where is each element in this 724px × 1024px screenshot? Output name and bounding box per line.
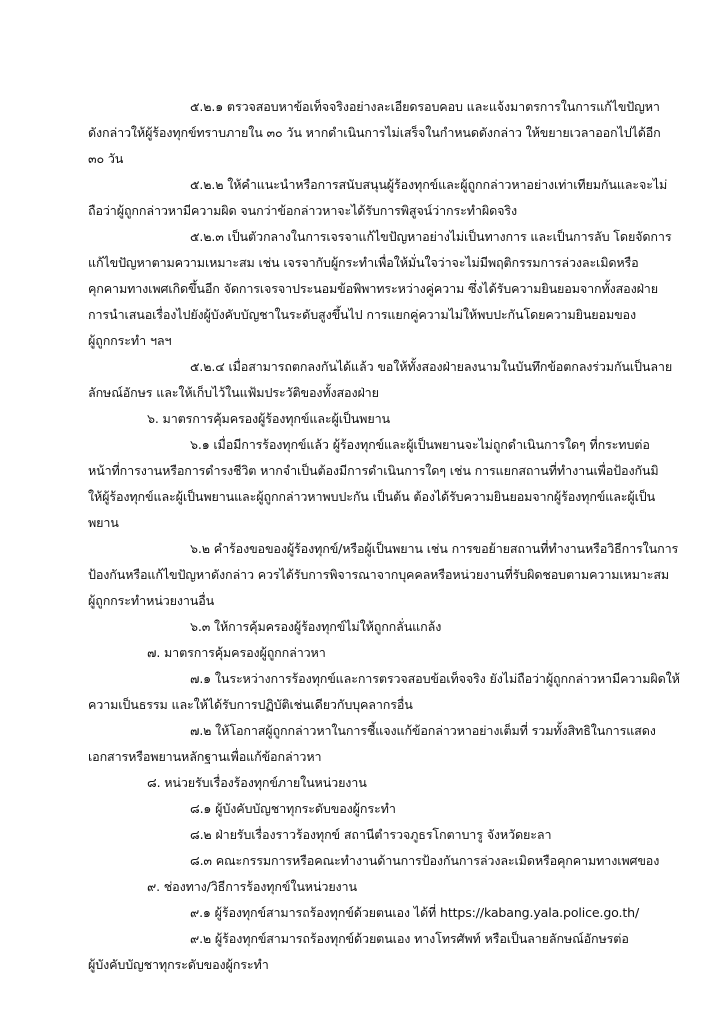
section-8-heading: ๘. หน่วยรับเรื่องร้องทุกข์ภายในหน่วยงาน xyxy=(147,775,367,790)
paragraph-7-2-line-1: ๗.๒ ให้โอกาสผู้ถูกกล่าวหาในการชี้แจงแก้ข้อกล่าวหาอย่างเต็มที่ รวมทั้งสิทธิในการแสดง xyxy=(190,723,656,738)
paragraph-5-2-3-line-3: คุกคามทางเพศเกิดขึ้นอีก จัดการเจรจาประนอมข้อพิพาทระหว่างคู่ความ ซึ่งได้รับความยินยอมจากทั้งสองฝ่าย xyxy=(88,281,658,296)
paragraph-6-3: ๖.๓ ให้การคุ้มครองผู้ร้องทุกข์ไม่ให้ถูกกลั่นแกล้ง xyxy=(190,619,442,634)
paragraph-7-1-line-2: ความเป็นธรรม และให้ได้รับการปฏิบัติเช่นเดียวกับบุคลากรอื่น xyxy=(88,697,413,712)
paragraph-8-2: ๘.๒ ฝ่ายรับเรื่องราวร้องทุกข์ สถานีตำรวจภูธรโกตาบารู จังหวัดยะลา xyxy=(190,827,552,842)
paragraph-5-2-3-line-4: การนำเสนอเรื่องไปยังผู้บังคับบัญชาในระดับสูงขึ้นไป การแยกคู่ความไม่ให้พบปะกันโดยความยินยอมของ xyxy=(88,307,636,322)
paragraph-5-2-1-line-2: ดังกล่าวให้ผู้ร้องทุกข์ทราบภายใน ๓๐ วัน หากดำเนินการไม่เสร็จในกำหนดดังกล่าว ให้ขยายเวลาออกไปได้อีก xyxy=(88,125,661,140)
section-7-heading: ๗. มาตรการคุ้มครองผู้ถูกกล่าวหา xyxy=(147,645,326,660)
paragraph-5-2-4-line-1: ๕.๒.๔ เมื่อสามารถตกลงกันได้แล้ว ขอให้ทั้งสองฝ่ายลงนามในบันทึกข้อตกลงร่วมกันเป็นลาย xyxy=(190,359,673,374)
paragraph-6-2-line-3: ผู้ถูกกระทำหน่วยงานอื่น xyxy=(88,593,215,608)
paragraph-5-2-3-line-5: ผู้ถูกกระทำ ฯลฯ xyxy=(88,333,172,348)
paragraph-7-1-line-1: ๗.๑ ในระหว่างการร้องทุกข์และการตรวจสอบข้อเท็จจริง ยังไม่ถือว่าผู้ถูกกล่าวหามีความผิดให้ xyxy=(190,671,680,686)
paragraph-6-2-line-2: ป้องกันหรือแก้ไขปัญหาดังกล่าว ควรได้รับการพิจารณาจากบุคคลหรือหน่วยงานที่รับผิดชอบตามความเหมาะสม xyxy=(88,567,670,582)
paragraph-6-1-line-1: ๖.๑ เมื่อมีการร้องทุกข์แล้ว ผู้ร้องทุกข์และผู้เป็นพยานจะไม่ถูกดำเนินการใดๆ ที่กระทบต่อ xyxy=(190,437,650,452)
paragraph-6-1-line-2: หน้าที่การงานหรือการดำรงชีวิต หากจำเป็นต้องมีการดำเนินการใดๆ เช่น การแยกสถานที่ทำงานเพื่อป้องกันมิ xyxy=(88,463,659,478)
paragraph-8-3: ๘.๓ คณะกรรมการหรือคณะทำงานด้านการป้องกันการล่วงละเมิดหรือคุกคามทางเพศของ xyxy=(190,853,660,868)
paragraph-7-2-line-2: เอกสารหรือพยานหลักฐานเพื่อแก้ข้อกล่าวหา xyxy=(88,749,322,764)
paragraph-8-1: ๘.๑ ผู้บังคับบัญชาทุกระดับของผู้กระทำ xyxy=(190,801,396,816)
paragraph-9-2-line-2: ผู้บังคับบัญชาทุกระดับของผู้กระทำ xyxy=(88,957,269,972)
paragraph-5-2-3-line-2: แก้ไขปัญหาตามความเหมาะสม เช่น เจรจากับผู้กระทำเพื่อให้มั่นใจว่าจะไม่มีพฤติกรรมการล่วงละเมิดหรือ xyxy=(88,255,639,270)
paragraph-5-2-4-line-2: ลักษณ์อักษร และให้เก็บไว้ในแฟ้มประวัติของทั้งสองฝ่าย xyxy=(88,385,379,400)
paragraph-5-2-3-line-1: ๕.๒.๓ เป็นตัวกลางในการเจรจาแก้ไขปัญหาอย่างไม่เป็นทางการ และเป็นการลับ โดยจัดการ xyxy=(190,229,672,244)
paragraph-5-2-1-line-3: ๓๐ วัน xyxy=(88,151,124,166)
paragraph-6-2-line-1: ๖.๒ คำร้องขอของผู้ร้องทุกข์/หรือผู้เป็นพยาน เช่น การขอย้ายสถานที่ทำงานหรือวิธีการในการ xyxy=(190,541,679,556)
paragraph-6-1-line-3: ให้ผู้ร้องทุกข์และผู้เป็นพยานและผู้ถูกกล่าวหาพบปะกัน เป็นต้น ต้องได้รับความยินยอมจากผู้ร้องทุกข์และผู้เป็น xyxy=(88,489,656,504)
paragraph-9-1: ๙.๑ ผู้ร้องทุกข์สามารถร้องทุกข์ด้วยตนเอง ได้ที่ https://kabang.yala.police.go.th/ xyxy=(190,905,640,920)
paragraph-6-1-line-4: พยาน xyxy=(88,515,119,530)
section-6-heading: ๖. มาตรการคุ้มครองผู้ร้องทุกข์และผู้เป็นพยาน xyxy=(147,411,390,426)
paragraph-5-2-1-line-1: ๕.๒.๑ ตรวจสอบหาข้อเท็จจริงอย่างละเอียดรอบคอบ และแจ้งมาตรการในการแก้ไขปัญหา xyxy=(190,99,660,114)
paragraph-9-2-line-1: ๙.๒ ผู้ร้องทุกข์สามารถร้องทุกข์ด้วยตนเอง ทางโทรศัพท์ หรือเป็นลายลักษณ์อักษรต่อ xyxy=(190,931,629,946)
paragraph-5-2-2-line-1: ๕.๒.๒ ให้คำแนะนำหรือการสนับสนุนผู้ร้องทุกข์และผู้ถูกกล่าวหาอย่างเท่าเทียมกันและจะไม่ xyxy=(190,177,668,192)
section-9-heading: ๙. ช่องทาง/วิธีการร้องทุกข์ในหน่วยงาน xyxy=(147,879,357,894)
paragraph-5-2-2-line-2: ถือว่าผู้ถูกกล่าวหามีความผิด จนกว่าข้อกล่าวหาจะได้รับการพิสูจน์ว่ากระทำผิดจริง xyxy=(88,203,518,218)
